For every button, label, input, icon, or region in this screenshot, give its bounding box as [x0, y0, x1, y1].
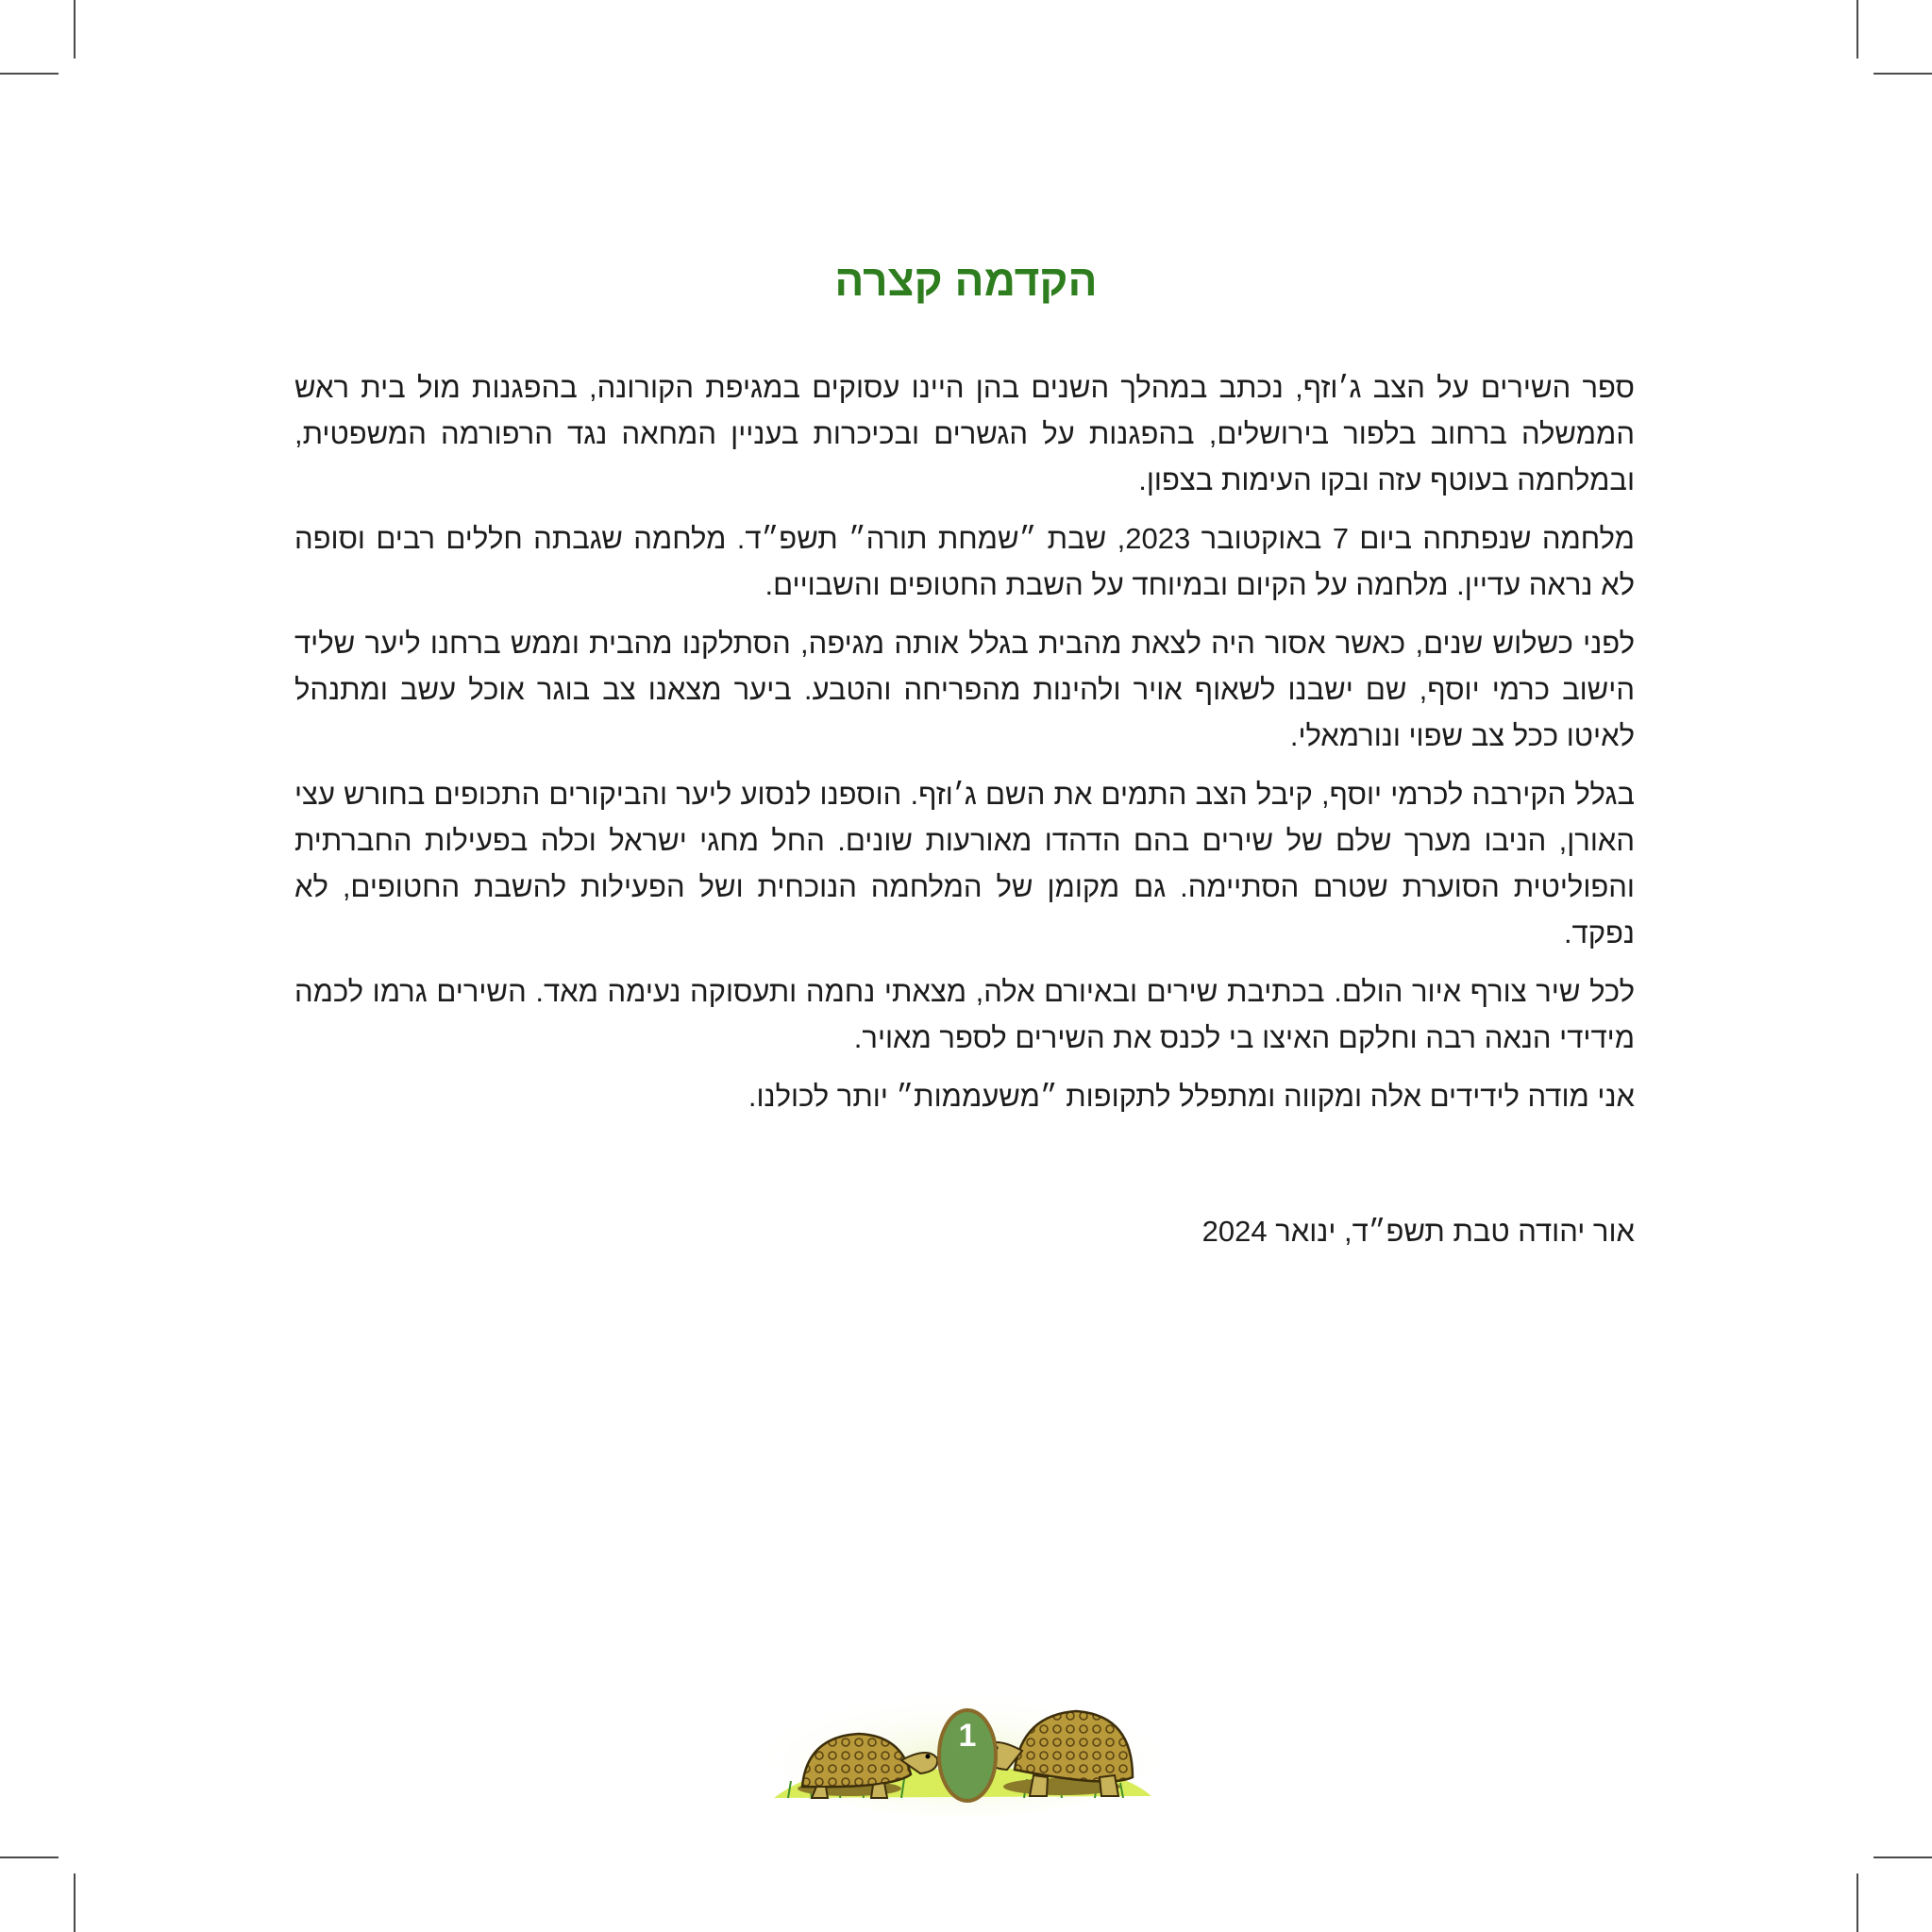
paragraph: מלחמה שנפתחה ביום 7 באוקטובר 2023, שבת ״שמחת תורה״ תשפ״ד. מלחמה שגבתה חללים רבים וסופה לא נראה עדיין. מלחמה על הקיום ובמיוחד על השבת החטופים והשבויים. [294, 522, 1635, 601]
crop-mark-top-left-horizontal [0, 73, 59, 75]
page-title: הקדמה קצרה [834, 256, 1098, 305]
paragraph: לכל שיר צורף איור הולם. בכתיבת שירים ובאיורם אלה, מצאתי נחמה ותעסוקה נעימה מאד. השירים גרמו לכמה מידידי הנאה רבה וחלקם האיצו בי לכנס את השירים לספר מאויר. [294, 975, 1635, 1054]
body-text [294, 364, 1635, 1132]
author-signature: אור יהודה טבת תשפ״ד, ינואר 2024 [1201, 1215, 1635, 1248]
crop-mark-top-right-vertical [1856, 0, 1858, 59]
crop-mark-bottom-left-vertical [74, 1873, 76, 1932]
crop-mark-bottom-left-horizontal [0, 1856, 59, 1858]
paragraph: אני מודה לידידים אלה ומקווה ומתפלל לתקופות ״משעממות״ יותר לכולנו. [748, 1080, 1635, 1113]
paragraph: לפני כשלוש שנים, כאשר אסור היה לצאת מהבית בגלל אותה מגיפה, הסתלקנו מהבית וממש ברחנו ליער שליד הישוב כרמי יוסף, שם ישבנו לשאוף אויר ולהינות מהפריחה והטבע. ביער מצאנו צב בוגר אוכל עשב ומתנהל לאיטו ככל צב שפוי ונורמאלי. [294, 627, 1635, 752]
page-number: 1 [958, 1718, 977, 1754]
crop-mark-bottom-right-vertical [1856, 1873, 1858, 1932]
paragraph: בגלל הקירבה לכרמי יוסף, קיבל הצב התמים את השם ג׳וזף. הוספנו לנסוע ליער והביקורים התכופים בחורש עצי האורן, הניבו מערך שלם של שירים בהם הדהדו מאורעות שונים. החל מחגי ישראל וכלה בפעילות החברתית והפוליטית הסוערת שטרם הסתיימה. גם מקומן של המלחמה הנוכחית ושל הפעילות להשבת החטופים, לא נפקד. [294, 778, 1635, 949]
crop-mark-top-right-horizontal [1873, 73, 1932, 75]
paragraph: ספר השירים על הצב ג׳וזף, נכתב במהלך השנים בהן היינו עסוקים במגיפת הקורונה, בהפגנות מול בית ראש הממשלה ברחוב בלפור בירושלים, בהפגנות על הגשרים ובכיכרות בעניין המחאה נגד הרפורמה המשפטית, ובמלחמה בעוטף עזה ובקו העימות בצפון. [294, 371, 1635, 496]
crop-mark-bottom-right-horizontal [1873, 1856, 1932, 1858]
crop-mark-top-left-vertical [74, 0, 76, 59]
